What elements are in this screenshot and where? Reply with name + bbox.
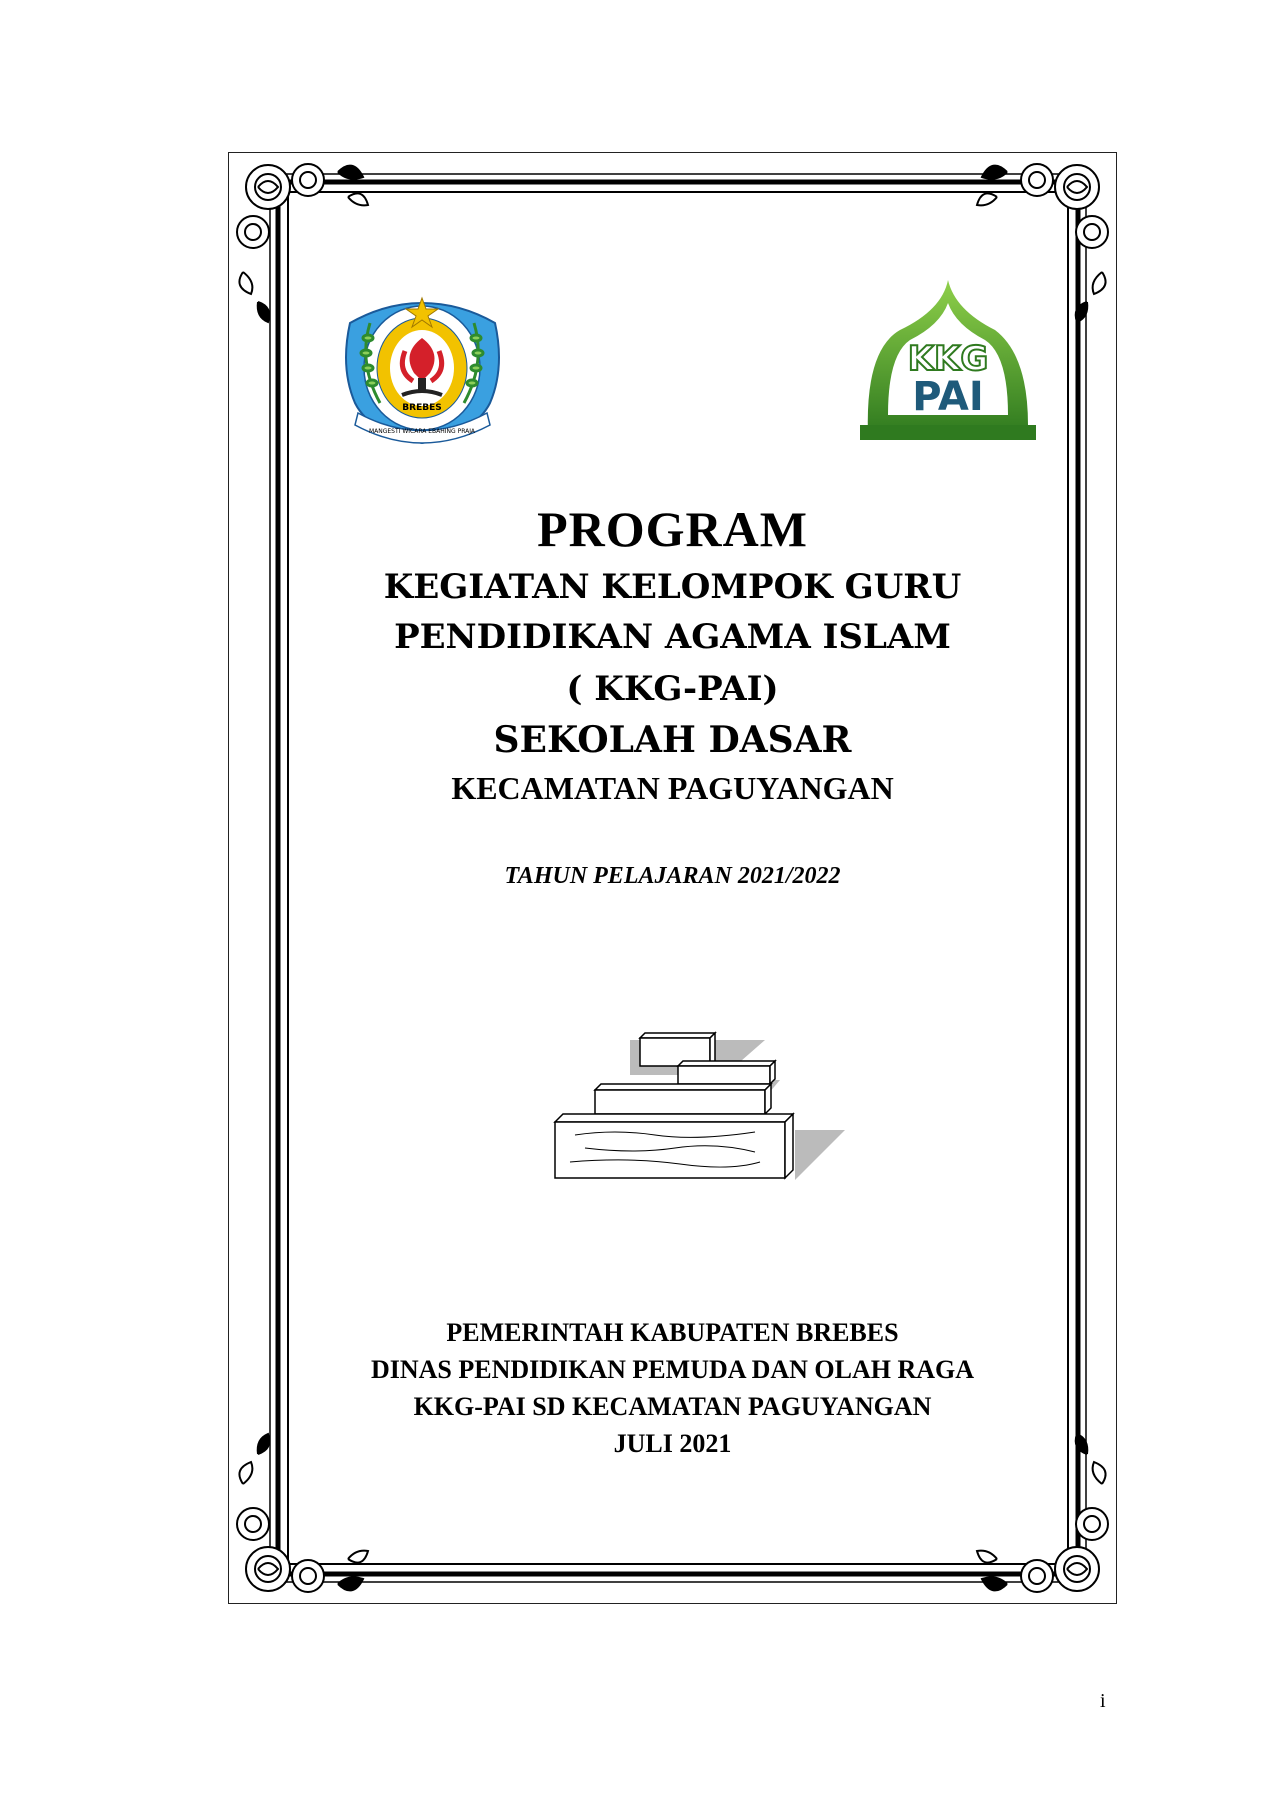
kkg-pai-logo xyxy=(860,275,1036,440)
cover-line-3: ( KKG-PAI) xyxy=(566,669,779,709)
footer-line-3: KKG-PAI SD KECAMATAN PAGUYANGAN xyxy=(413,1392,932,1421)
pai-text: PAI xyxy=(912,374,984,420)
stacked-blocks-illustration xyxy=(545,1030,865,1180)
brebes-emblem-logo xyxy=(330,283,515,453)
cover-line-2: PENDIDIKAN AGAMA ISLAM xyxy=(394,617,951,657)
footer-line-1: PEMERINTAH KABUPATEN BREBES xyxy=(446,1318,899,1347)
kkg-text: KKG xyxy=(907,339,989,379)
cover-line-5: KECAMATAN PAGUYANGAN xyxy=(451,770,894,806)
footer-line-2: DINAS PENDIDIKAN PEMUDA DAN OLAH RAGA xyxy=(370,1355,975,1384)
cover-line-1: KEGIATAN KELOMPOK GURU xyxy=(383,567,962,607)
brebes-motto: MANGESTI WICARA EBAHING PRAJA xyxy=(368,428,476,435)
academic-year: TAHUN PELAJARAN 2021/2022 xyxy=(504,863,841,889)
page-number: i xyxy=(1100,1690,1106,1712)
cover-line-4: SEKOLAH DASAR xyxy=(493,719,852,761)
cover-title: PROGRAM xyxy=(537,501,808,557)
brebes-label: BREBES xyxy=(402,403,442,413)
footer-line-4: JULI 2021 xyxy=(613,1429,732,1458)
